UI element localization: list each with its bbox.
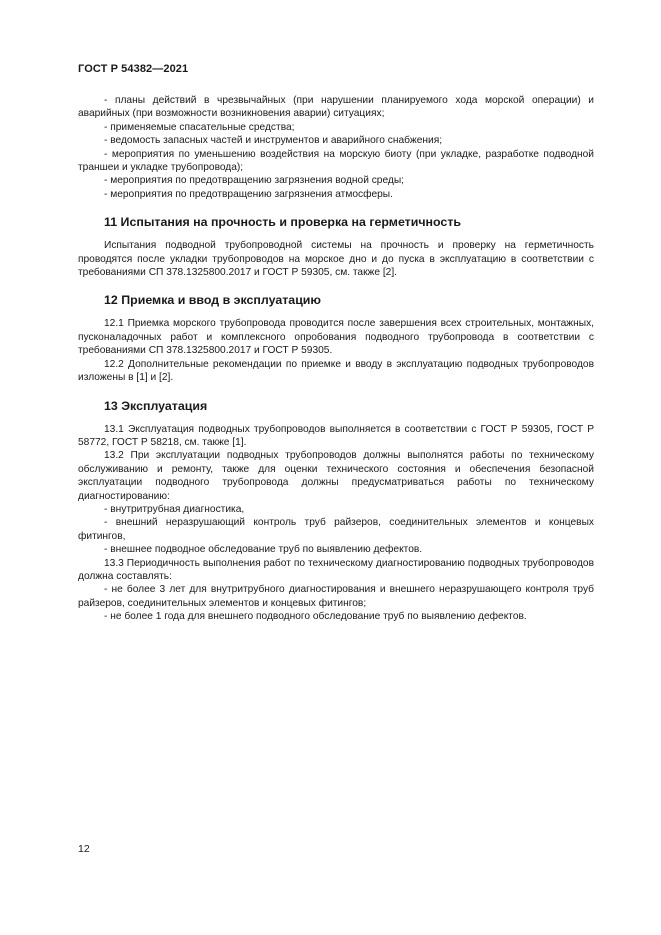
- list-item: - не более 1 года для внешнего подводного обследование труб по выявлению дефектов.: [104, 611, 527, 623]
- section-12-paragraph-1: 12.1 Приемка морского трубопровода проводится после завершения всех строительных, монтажных, пусконаладочных работ и комплексного опробования подводного трубопровода в соответствии с требованиями СП 378.1325800.2017 и ГОСТ Р 59305.: [78, 318, 594, 357]
- section-11-paragraph: Испытания подводной трубопроводной системы на прочность и проверку на герметичность проводятся после укладки трубопроводов на морское дно и до пуска в эксплуатацию в соответствии с требованиями СП 378.1325800.2017 и ГОСТ Р 59305, см. также [2].: [78, 240, 594, 279]
- section-12-heading: 12 Приемка и ввод в эксплуатацию: [104, 293, 322, 308]
- list-item: - внешний неразрушающий контроль труб райзеров, соединительных элементов и концевых фитингов,: [78, 517, 594, 542]
- list-item: - не более 3 лет для внутритрубного диагностирования и внешнего неразрушающего контроля труб райзеров, соединительных элементов и концевых фитингов;: [78, 584, 594, 609]
- section-11-heading: 11 Испытания на прочность и проверка на герметичность: [104, 215, 462, 230]
- list-item: - мероприятия по уменьшению воздействия на морскую биоту (при укладке, разработке подводной траншеи и укладке трубопровода);: [78, 148, 594, 174]
- section-12-paragraph-2: 12.2 Дополнительные рекомендации по приемке и вводу в эксплуатацию подводных трубопроводов изложены в [1] и [2].: [78, 358, 594, 384]
- page-number: 12: [78, 843, 90, 855]
- list-item: - внутритрубная диагностика,: [104, 503, 245, 515]
- list-item: - мероприятия по предотвращению загрязнения атмосферы.: [104, 188, 393, 200]
- list-item: - мероприятия по предотвращению загрязнения водной среды;: [104, 175, 405, 187]
- section-13-paragraph-2: 13.2 При эксплуатации подводных трубопроводов должны выполнятся работы по техническому обслуживанию и ремонту, также для оценки технического состояния и обеспечения безопасной эксплуатации подводного трубопровода должны предусматриваться работы по техническому диагностированию:: [78, 450, 594, 502]
- page-content: [78, 94, 594, 624]
- document-header: ГОСТ Р 54382—2021: [78, 63, 189, 75]
- list-item: - планы действий в чрезвычайных (при нарушении планируемого хода морской операции) и аварийных (при возможности возникновения аварии) ситуациях;: [78, 95, 594, 120]
- section-13-heading: 13 Эксплуатация: [104, 398, 208, 413]
- section-13-paragraph-3: 13.3 Периодичность выполнения работ по техническому диагностированию подводных трубопроводов должна составлять:: [78, 557, 594, 582]
- list-item: - ведомость запасных частей и инструментов и аварийного снабжения;: [104, 135, 443, 147]
- section-13-paragraph-1: 13.1 Эксплуатация подводных трубопроводов выполняется в соответствии с ГОСТ Р 59305, ГОСТ Р 58772, ГОСТ Р 58218, см. также [1].: [78, 423, 594, 448]
- list-item: - внешнее подводное обследование труб по выявлению дефектов.: [104, 544, 423, 556]
- list-item: - применяемые спасательные средства;: [104, 121, 295, 133]
